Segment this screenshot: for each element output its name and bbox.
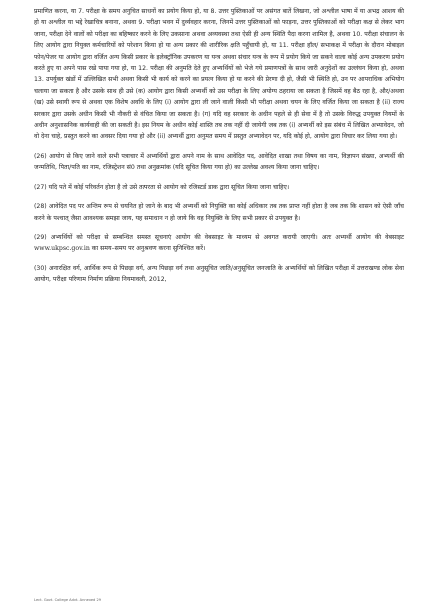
page-footer: Lect. Govt. College Advt. Annexed 29: [34, 598, 102, 602]
paragraph-rule-27: (27) यदि पते में कोई परिवर्तन होता है तो उसे तत्परता से आयोग को रजिस्टर्ड डाक द्वारा सूचित किया जाना चाहिए।: [34, 183, 290, 191]
paragraph-rule-26: (26) आयोग से किए जाने वाले सभी पत्राचार में अभ्यर्थियों द्वारा अपने नाम के साथ आवेदित पद, आवेदित शाखा तथा विषय का नाम, विज्ञापन संख्या, अभ्यर्थी की जन्मतिथि, पिता/पति का नाम, रजिस्ट्रेशन सं0 तथा अनुक्रमांक (यदि सूचित किया गया हो) का उल्लेख अवश्य किया जाना चाहिए।: [34, 152, 404, 172]
document-page: [0, 6, 424, 606]
website-link[interactable]: www.ukpsc.gov.in: [34, 245, 90, 253]
paragraph-rule-25-continued: प्रमाणित करना, या 7. परीक्षा के समय अनुचित साधनों का प्रयोग किया हो, या 8. उत्तर पुस्तिकाओं पर असंगत बातें लिखना, जो अश्लील भाषा में या अभद्र आशय की हो या अश्लील या भद्दे रेखाचित्र बनाना, अथवा 9. परीक्षा भवन में दुर्व्यवहार करना, जिनमें उत्तर पुस्तिकाओं को फाड़ना, उत्तर पुस्तिकाओं को परीक्षा कक्ष से लेकर भाग जाना, परीक्षा देने वालों को परीक्षा का बहिष्कार करने के लिए उकसाना अथवा अव्यवस्था तथा ऐसी ही अन्य स्थिति पैदा करना शामिल है, अथवा 10. परीक्षा संचालन के लिए आयोग द्वारा नियुक्त कर्मचारियों को परेशान किया हो या अन्य प्रकार की शारीरिक क्षति पहुँचायी हो, या 11. परीक्षा हॉल/ सभाकक्ष में परीक्षा के दौरान मोबाइल फोन/पेजर या आयोग द्वारा वर्जित अन्य किसी प्रकार के इलेक्ट्रॉनिक उपकरण या यन्त्र अथवा संचार यन्त्र के रूप में प्रयोग किये जा सकने वाला कोई अन्य उपकरण प्रयोग करते हुए या अपने पास रखे पाया गया हो, या 12. परीक्षा की अनुमति देते हुए अभ्यर्थियों को भेजे गये प्रमाणपत्रों के साथ जारी अनुदेशों का उल्लंघन किया हो, अथवा 13. उपर्युक्त खंडों में उल्लिखित सभी अथवा किसी भी कार्य को करने का प्रयत्न किया हो या करने की प्रेरणा दी हो, जैसी भी स्थिति हो, उन पर आपराधिक अभियोग चलाया जा सकता है और उसके साथ ही उसे (क) आयोग द्वारा किसी अभ्यर्थी को उस परीक्षा के लिए अयोग्य ठहराया जा सकता है जिसमें वह बैठ रहा है, और/अथवा (ख) उसे स्थायी रूप से अथवा एक विशेष अवधि के लिए (i) आयोग द्वारा ली जाने वाली किसी भी परीक्षा अथवा चयन के लिए वर्जित किया जा सकता है (ii) राज्य सरकार द्वारा उसके अधीन किसी भी नौकरी से वंचित किया जा सकता है। (ग) यदि वह सरकार के अधीन पहले से ही सेवा में है तो उसके विरुद्ध उपयुक्त नियमों के अधीन अनुशासनिक कार्यवाही की जा सकती है। इस नियम के अधीन कोई शास्ति तब तक नहीं दी जायेगी जब तक (i) अभ्यर्थी को इस संबंध में लिखित अभ्यावेदन, जो वो देना चाहे, प्रस्तुत करने का अवसर दिया गया हो और (ii) अभ्यर्थी द्वारा अनुमत समय में प्रस्तुत अभ्यावेदन पर, यदि कोई हो, आयोग द्वारा विचार कर लिया गया हो।: [34, 8, 404, 141]
paragraph-rule-28: (28) आवेदित पद पर अन्तिम रूप से चयनित हो जाने के बाद भी अभ्यर्थी को नियुक्ति का कोई अधिकार तब तक प्राप्त नहीं होता है जब तक कि शासन को ऐसी जाँच करने के पश्चात् जैसा आवश्यक समझा जाय, यह समाधान न हो जाये कि वह नियुक्ति के लिए सभी प्रकार से उपयुक्त है।: [34, 203, 404, 222]
paragraph-rule-30: (30) अनारक्षित वर्ग, आर्थिक रूप से पिछड़ा वर्ग, अन्य पिछड़ा वर्ग तथा अनुसूचित जाति/अनुसूचित जनजाति के अभ्यर्थियों को लिखित परीक्षा में उत्तराखण्ड लोक सेवा आयोग, परीक्षा परिणाम निर्माण प्रक्रिया नियमावली, 2012,: [34, 264, 404, 284]
rule-29-text: (29) अभ्यर्थियों को परीक्षा से सम्बन्धित समस्त सूचनाएं आयोग की वेबसाइट के माध्यम से अवगत करायी जाएगी। अतः अभ्यर्थी आयोग की वेबसाइट: [34, 233, 404, 241]
paragraph-rule-29: [34, 232, 404, 255]
rule-29-suffix: का समय–समय पर अनुश्रवण करना सुनिश्चित करें।: [91, 245, 206, 253]
